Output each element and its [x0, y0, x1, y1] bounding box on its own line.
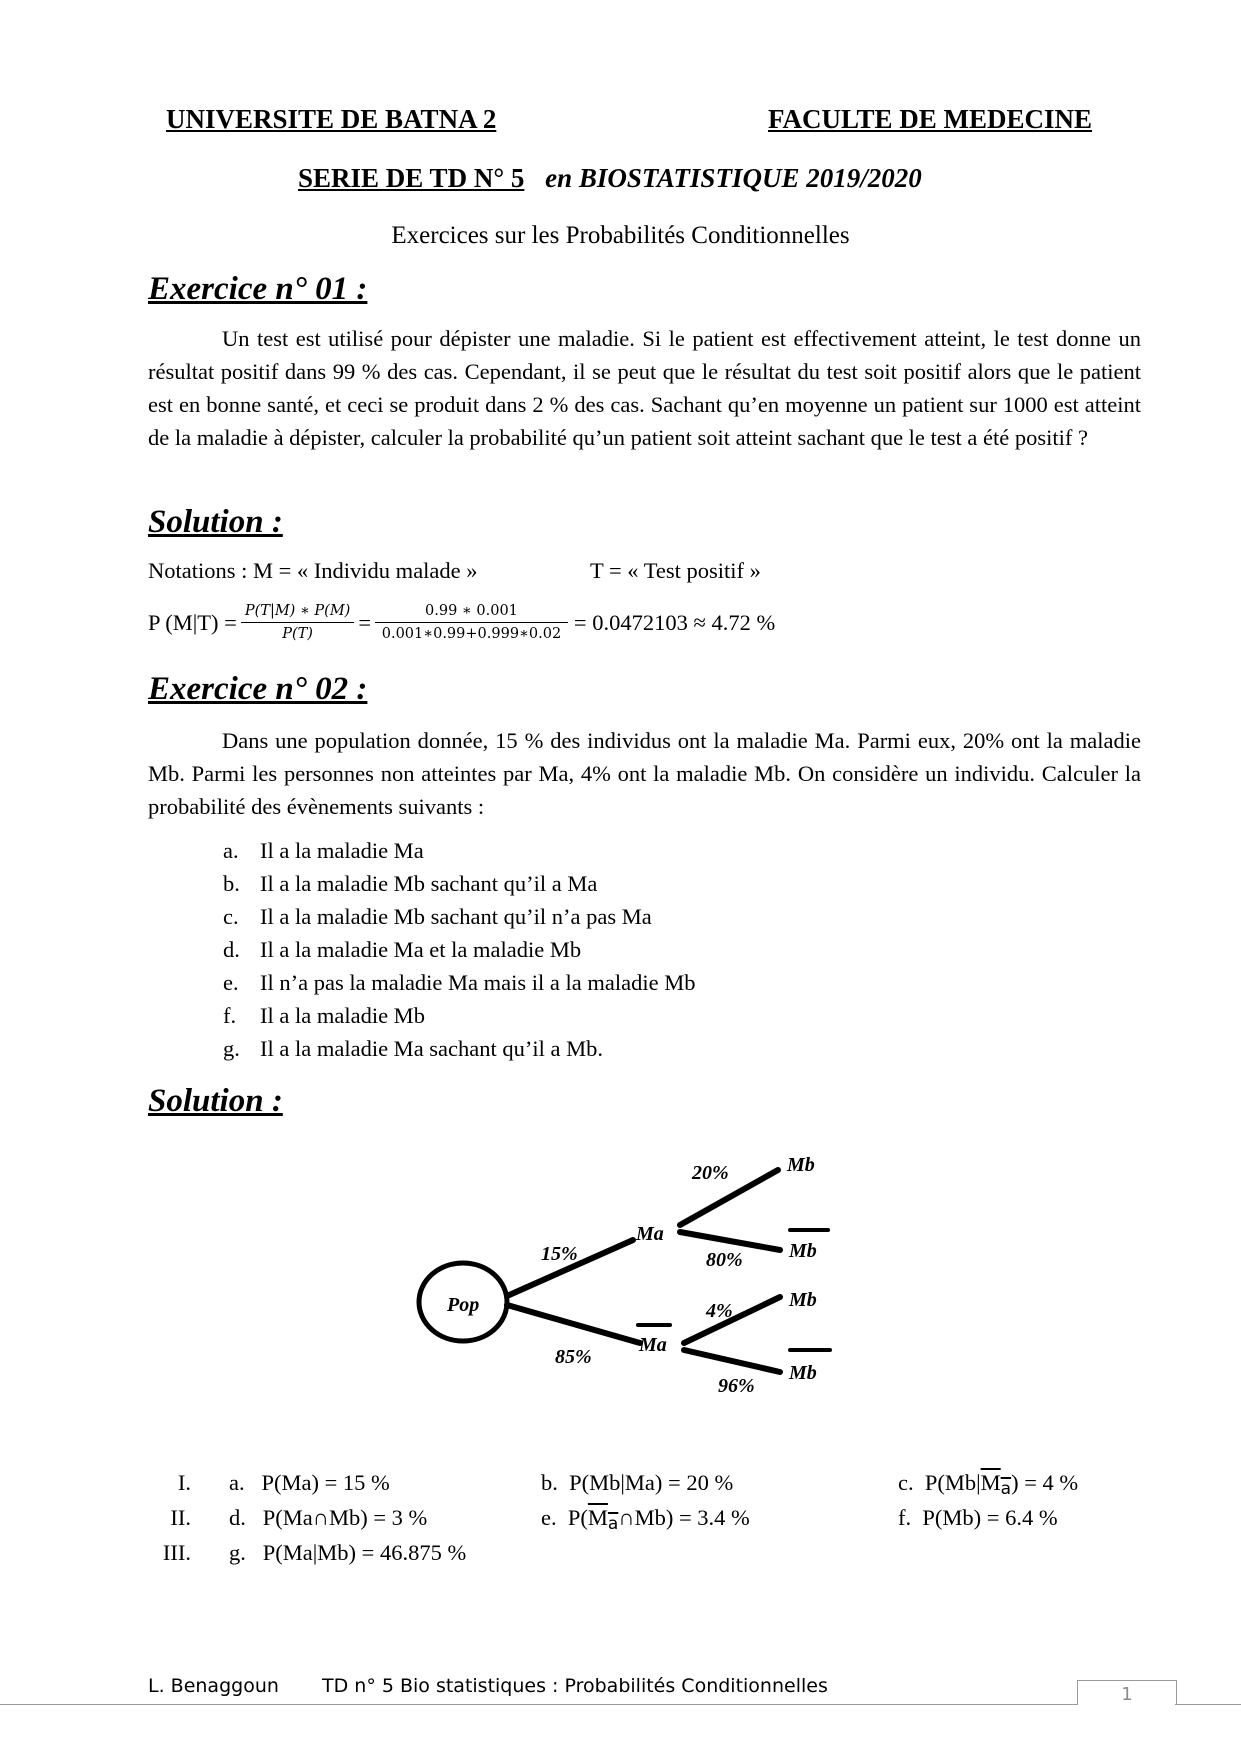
solution1-title: Solution :: [148, 504, 283, 540]
faculty-name: FACULTE DE MEDECINE: [768, 104, 1093, 134]
answer-text: P(Mb|Ma) = 20 %: [569, 1470, 734, 1495]
exercise1-title: Exercice n° 01 :: [148, 271, 368, 307]
list-item-label: a.: [223, 838, 239, 863]
notation-m: Notations : M = « Individu malade »: [148, 558, 478, 583]
answer-label: c.: [898, 1470, 914, 1495]
answer-b: [541, 1470, 733, 1496]
tree-not-mb-label-2: Mb: [789, 1362, 817, 1384]
tree-mb-label-2: Mb: [789, 1289, 817, 1311]
answer-text-end: ) = 4 %: [1011, 1470, 1079, 1495]
formula-lhs: P (M|T) =: [148, 609, 237, 635]
answer-bar-letter: M: [980, 1470, 1001, 1495]
answer-not-ma: [587, 1505, 619, 1534]
answer-row-2-roman: II.: [170, 1505, 191, 1530]
list-item-text: Il a la maladie Mb sachant qu’il n’a pas Ma: [260, 904, 652, 929]
tree-root-label: Pop: [447, 1294, 480, 1316]
formula-result: = 0.0472103 ≈ 4.72 %: [573, 609, 776, 635]
answer-label: f.: [898, 1505, 912, 1530]
tree-mb-label-1: Mb: [787, 1154, 815, 1176]
list-item-text: Il a la maladie Mb sachant qu’il a Ma: [260, 871, 598, 896]
list-item-label: e.: [223, 970, 239, 995]
solution2-title: Solution :: [148, 1083, 283, 1119]
tree-p-ma: 15%: [541, 1243, 578, 1265]
answer-subscript: a: [607, 1514, 619, 1534]
answer-row-1-roman: I.: [177, 1470, 191, 1495]
list-item-text: Il a la maladie Ma et la maladie Mb: [260, 937, 582, 962]
answer-f: [898, 1505, 1058, 1531]
exercise2-text-content: Dans une population donnée, 15 % des individus ont la maladie Ma. Parmi eux, 20% ont la maladie Mb. Parmi les personnes non atteintes par Ma, 4% ont la maladie Mb. On considère un individu. Calculer la probabilité des évènements suivants :: [148, 728, 1141, 819]
tree-p-mb-given-ma: 20%: [692, 1162, 729, 1184]
answer-row-3-roman: III.: [162, 1540, 191, 1565]
list-item-label: b.: [223, 871, 240, 896]
serie-number: SERIE DE TD N° 5: [298, 163, 525, 193]
tree-p-not-mb-given-ma: 80%: [706, 1249, 743, 1271]
exercise1-text-content: Un test est utilisé pour dépister une maladie. Si le patient est effectivement atteint, le test donne un résultat positif dans 99 % des cas. Cependant, il se peut que le résultat du test soit positif alors que le patient est en bonne santé, et ceci se produit dans 2 % des cas. Sachant qu’en moyenne un patient sur 1000 est atteint de la maladie à dépister, calculer la probabilité qu’un patient soit atteint sachant que le test a été positif ?: [148, 326, 1141, 450]
answer-text: P(Ma∩Mb) = 3 %: [262, 1505, 428, 1530]
footer-divider: [0, 1704, 1077, 1705]
fraction-bayes-denominator: P(T): [282, 626, 313, 642]
page-subtitle: Exercices sur les Probabilités Conditionnelles: [391, 222, 850, 249]
answer-not-ma: [980, 1470, 1012, 1499]
tree-not-mb-label-1: Mb: [789, 1240, 817, 1262]
exercise2-title: Exercice n° 02 :: [148, 671, 368, 707]
formula-equals: =: [358, 609, 372, 635]
answer-label: d.: [229, 1505, 246, 1530]
branch-notma-not-mb: [684, 1350, 780, 1372]
answer-a: [229, 1470, 390, 1496]
footer-title: TD n° 5 Bio statistiques : Probabilités Conditionnelles: [322, 1675, 828, 1697]
university-name: UNIVERSITE DE BATNA 2: [166, 104, 497, 134]
answer-text: P(: [567, 1505, 588, 1530]
answer-text: P(Mb|: [924, 1470, 981, 1495]
tree-p-mb-given-not-ma: 4%: [706, 1300, 733, 1322]
list-item-label: d.: [223, 937, 240, 962]
list-item-label: f.: [223, 1003, 237, 1028]
tree-not-ma-label: Ma: [639, 1334, 667, 1356]
notation-t: T = « Test positif »: [590, 558, 761, 583]
list-item-text: Il a la maladie Mb: [260, 1003, 425, 1028]
answer-e: [541, 1505, 750, 1534]
answer-label: e.: [541, 1505, 557, 1530]
answer-label: b.: [541, 1470, 558, 1495]
answer-c: [898, 1470, 1079, 1499]
answer-subscript: a: [1000, 1479, 1012, 1499]
list-item-text: Il n’a pas la maladie Ma mais il a la maladie Mb: [260, 970, 696, 995]
footer-divider-right: [1175, 1704, 1241, 1705]
footer-author: L. Benaggoun: [148, 1675, 279, 1697]
fraction-numeric-denominator: 0.001∗0.99+0.999∗0.02: [381, 626, 562, 642]
answer-text: P(Mb) = 6.4 %: [922, 1505, 1058, 1530]
list-item-text: Il a la maladie Ma: [260, 838, 424, 863]
fraction-bayes-numerator: P(T|M) ∗ P(M): [241, 603, 354, 623]
tree-p-not-ma: 85%: [555, 1346, 592, 1368]
serie-subject: en BIOSTATISTIQUE 2019/2020: [545, 163, 922, 193]
tree-ma-label: Ma: [636, 1223, 664, 1245]
answer-bar-letter: M: [587, 1505, 608, 1530]
answer-label: a.: [229, 1470, 245, 1495]
answer-text-end: ∩Mb) = 3.4 %: [618, 1505, 750, 1530]
answer-label: g.: [229, 1540, 246, 1565]
page-number: 1: [1121, 1684, 1133, 1705]
branch-pop-not-ma: [507, 1305, 640, 1343]
answer-g: [229, 1540, 466, 1566]
tree-p-not-mb-given-not-ma: 96%: [718, 1375, 755, 1397]
branch-ma-not-mb: [680, 1232, 780, 1250]
list-item-text: Il a la maladie Ma sachant qu’il a Mb.: [260, 1036, 604, 1061]
fraction-numeric-numerator: 0.99 ∗ 0.001: [375, 603, 568, 623]
answer-text: P(Ma) = 15 %: [261, 1470, 390, 1495]
list-item-label: c.: [223, 904, 239, 929]
answer-text: P(Ma|Mb) = 46.875 %: [262, 1540, 467, 1565]
answer-d: [229, 1505, 427, 1531]
list-item-label: g.: [223, 1036, 240, 1061]
